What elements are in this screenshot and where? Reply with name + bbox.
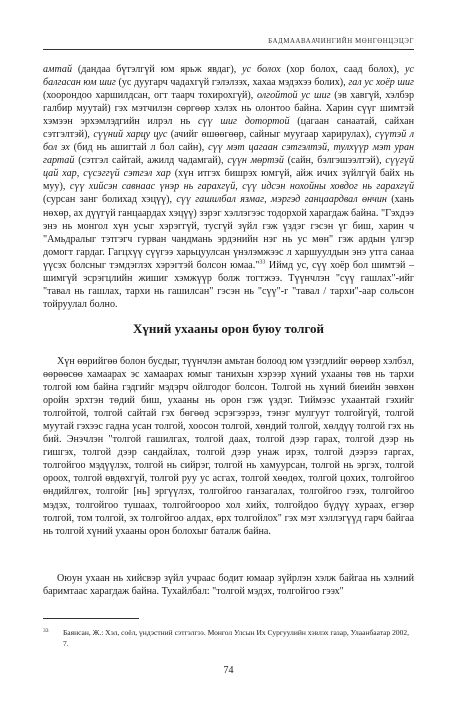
idiom-phrase: амтай <box>43 64 72 75</box>
section-heading: Хүний ухааны орон буюу толгой <box>133 321 324 336</box>
idiom-phrase: сүүний харцу цус <box>93 129 168 141</box>
footnote-reference: 33 <box>259 259 266 266</box>
text-run: (хань нөхөр, ах дүүгүй ганцаардах хэцүү) зэрэг хэллэгээс тодорхой харагдаж байна. "Гэхдээ энэ нь монгол хүн усыг хэрэггүй, тусгүй зүйл гэж үздэг гэсэн үг биш, харин ч "Амьдралыг тэтгэгч гурван чандмань эрдэнийн нэг нь ус мөн" гэж ардын үлгэр домогт гардаг. Гагцхүү сүүгээ харьцуулсан үнэлэмжээс л харшуулдын энэ утга санаа үүсэх болсныг тэмдэглэх хэрэгтэй болсон юмаа." <box>43 194 414 271</box>
footnote-mark: 33 <box>43 628 49 634</box>
text-run: (сэтгэл сайтай, ажилд чадамгай), <box>74 155 228 167</box>
idiom-phrase: ус балгасан юм шиг <box>43 64 414 89</box>
idiom-phrase: сүү гашилбал язмаг, мэргэд ганцаардвал өнчин <box>176 194 387 206</box>
idiom-phrase: сүүтэй л бол эх <box>43 129 414 154</box>
text-run: (сурсан занг болихад хэцүү), <box>43 194 177 206</box>
footnote-rule <box>43 618 139 619</box>
page-number: 74 <box>223 665 234 676</box>
idiom-phrase: гал ус хоёр шиг <box>348 77 414 89</box>
idiom-phrase: сүүн мөртэй <box>227 155 284 167</box>
footnote-text: Баянсан, Ж.: Хэл, соёл, үндэстний сэтгэлгээ. Монгол Улсын Их Сургуулийн хэвлэх газар, Улаанбаатар 2002, 7. <box>63 628 409 648</box>
text-run: (хор болох, саад болох), <box>280 64 406 75</box>
idiom-phrase: сүү шиг дотортой <box>198 116 290 128</box>
text-run: (цагаан санаатай, сайхан сэтгэлтэй), <box>43 116 414 141</box>
body-paragraph-2: Хүн өөрийгөө болон бусдыг, түүнчлэн амьтан болоод юм үзэгдлийг өөрөөр хэлбэл, өөрөөсөө хамаарах эс хамаарах юмыг танихын хэрээр хүний ухааны төв нь тархи толгой юм байна гэдгийг мэдэрч ойлгодог болсон. Толгой нь хүний биеийн зөвхөн оройн эрхтэн төдий биш, ухааны нь орон гэж үздэг. Тиймээс ухаантай гэхийг толгойтой, толгой сайтай гэх бөгөөд эсрэгээрээ, тэнэг мулгуут толгойгүй, толгой муутай гэхээс гадна усан толгой, хоосон толгой, хөндий толгой, хөлдүү толгой гэх нь бий. Энэчлэн "толгой гашилгах, толгой даах, толгой дээр гарах, толгой дээр нь гишгэх, толгой дээр сандайлах, толгой дээр унаж ирэх, толгой дээрээ гаргах, толгойгоо мэдүүлэх, толгой нь сийрэг, толгой нь хамуурсан, толгой нь эргэх, толгой ороох, толгой өвдөхгүй, толгой руу ус асгах, толгой хөөдөх, толгой цохих, толгойгоо өндийлгөх, толгойг [нь] эргүүлэх, толгойгоо ганзагалах, толгойгоо гээх, толгойгоо мэдэх, толгойгоо тушаах, толгойгоороо хол хийх, толгойдоо бүдүү хураах, егзөр толгой, том толгой, эх толгойгоо алдах, өрх толгойлох" гэх мэт хэллэгүүд гарч байгаа нь толгой хүний ухааны орон болохыг баталж байна. <box>43 356 414 537</box>
idiom-phrase: ус болох <box>242 64 281 75</box>
text-run: (эв хавгүй, хэлбэр галбир муутай) гэх мэтчилэн сөргөөр хэлэх нь олонтоо байна. Харин сүүг шимтэй хэмээн эрхэмлэдгийн илрэл нь <box>43 90 414 128</box>
idiom-phrase: сүү мэт цагаан сэтгэлтэй, тулхүүр мэт уран гартай <box>43 142 414 167</box>
header-rule <box>43 49 414 50</box>
idiom-phrase: сүүгүй цай хар, сүсэггүй сэтгэл хар <box>43 155 414 180</box>
body-paragraph-1 <box>43 63 414 311</box>
text-run: (хоорондоо харшилдсан, огт таарч тохирохгүй), <box>43 90 257 102</box>
text-run: Иймд ус, сүү хоёр бол шимтэй – шимгүй эсрэгцлийн жишиг хэмжүүр болж тогтжээ. Түүнчлэн "сүү гашлах"-ийг "тавал нь гашлах, тархи нь гашилсан" гэсэн нь "сүү"-г "тавал / тархи"-аар сольсон тойруулал болно. <box>43 259 414 310</box>
text-run: (ус дуугарч чадахгүй гэлэлзэх, хахаа мэдэхээ болих), <box>115 77 349 89</box>
idiom-phrase: олгойтой ус шиг <box>256 90 331 102</box>
text-run: (дандаа бүтэлгүй юм ярьж явдаг), <box>72 64 243 75</box>
text-run: (сайн, бэлгэшээлтэй), <box>283 155 386 167</box>
text-run: (ачийг өшөөгөөр, сайныг муугаар харирулах), <box>167 129 375 141</box>
body-paragraph-3: Оюун ухаан нь хийсвэр зүйл учраас бодит юмаар зүйрлэн хэлж байгаа нь хэлний баримтаас харагдаж байна. Тухайлбал: "толгой мэдэх, толгойгоо гээх" <box>43 573 414 598</box>
footnote <box>43 627 414 649</box>
idiom-phrase: сүү хийсэн савнааc үнэр нь гарахгүй, сүү идсэн нохойны ховдог нь гарахгүй <box>69 181 414 193</box>
text-run: (бид нь ашигтай л бол сайн), <box>69 142 209 154</box>
running-head: БАДМААВААЧИНГИЙН МӨНГӨНЦЭЦЭГ <box>268 38 414 45</box>
text-run: (хүн итгэх бишрэх юмгүй, айж ичих зүйлгүй байх нь муу), <box>43 168 414 193</box>
